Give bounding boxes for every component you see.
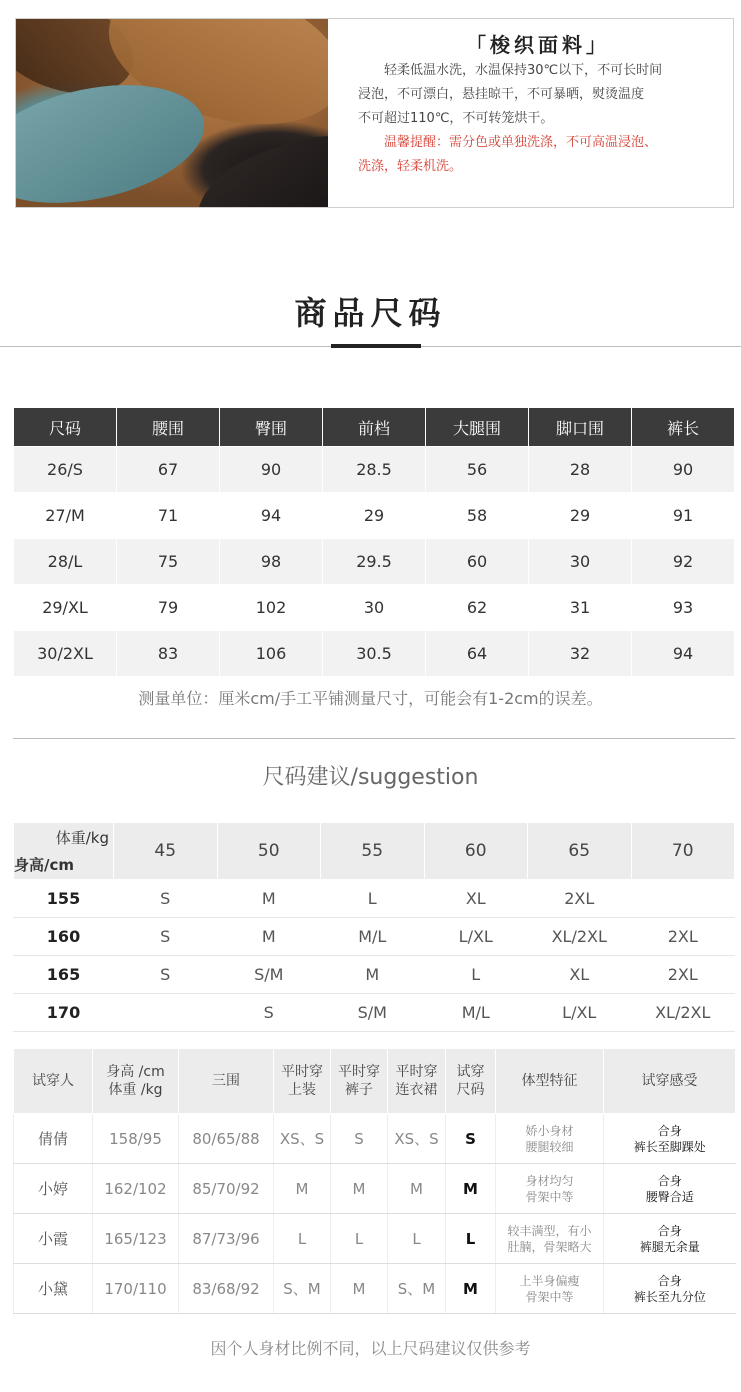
height-weight: 165/123: [93, 1214, 179, 1264]
trial-size: M: [446, 1164, 496, 1214]
size-header-cell: 裤长: [632, 408, 735, 447]
fit-feedback: 合身 腰臀合适: [604, 1164, 736, 1214]
table-row: [14, 918, 735, 956]
usual-dress-size: XS、S: [388, 1114, 446, 1164]
table-cell: 29: [323, 493, 426, 539]
table-row: [14, 956, 735, 994]
usual-top-size: XS、S: [274, 1114, 331, 1164]
corner-cell: [14, 823, 114, 880]
table-cell: 31: [529, 585, 632, 631]
table-cell: 29: [529, 493, 632, 539]
weight-axis-label: 体重/kg: [55, 829, 109, 847]
table-cell: 67: [117, 447, 220, 493]
table-cell: 27/M: [14, 493, 117, 539]
body-type: 身材均匀 骨架中等: [496, 1164, 604, 1214]
try-on-header: [14, 1049, 736, 1114]
model-name: 倩倩: [14, 1114, 93, 1164]
weight-cell: 45: [114, 823, 218, 880]
table-row: [14, 1214, 736, 1264]
table-cell: 98: [220, 539, 323, 585]
table-row: [14, 539, 735, 585]
measurements: 85/70/92: [179, 1164, 274, 1214]
header-cell: 身高 /cm 体重 /kg: [93, 1049, 179, 1114]
section-title: 商品尺码: [294, 294, 447, 332]
size-cell: S/M: [321, 994, 425, 1032]
fabric-photo: [16, 19, 328, 207]
trial-size: S: [446, 1114, 496, 1164]
table-cell: 64: [426, 631, 529, 677]
size-cell: M/L: [321, 918, 425, 956]
size-cell: [114, 994, 218, 1032]
table-cell: 106: [220, 631, 323, 677]
size-cell: XL/2XL: [528, 918, 632, 956]
size-cell: S: [114, 880, 218, 918]
trial-size: L: [446, 1214, 496, 1264]
table-cell: 90: [220, 447, 323, 493]
header-cell: 试穿 尺码: [446, 1049, 496, 1114]
table-cell: 30: [323, 585, 426, 631]
table-cell: 94: [632, 631, 735, 677]
table-row: [14, 585, 735, 631]
weight-header-row: [14, 823, 735, 880]
weight-cell: 70: [631, 823, 735, 880]
size-cell: S: [114, 918, 218, 956]
table-row: [14, 447, 735, 493]
table-cell: 75: [117, 539, 220, 585]
usual-pants-size: M: [331, 1164, 388, 1214]
fit-feedback: 合身 裤长至九分位: [604, 1264, 736, 1314]
size-header-cell: 前档: [323, 408, 426, 447]
fabric-title: 「梭织面料」: [466, 33, 610, 57]
size-table: [13, 407, 735, 677]
table-cell: 79: [117, 585, 220, 631]
fabric-warning: 温馨提醒：需分色或单独洗涤，不可高温浸泡、 洗涤，轻柔机洗。: [358, 135, 658, 174]
height-cell: 160: [14, 918, 114, 956]
size-cell: S: [217, 994, 321, 1032]
table-cell: 83: [117, 631, 220, 677]
size-cell: M: [321, 956, 425, 994]
table-cell: 94: [220, 493, 323, 539]
table-cell: 29.5: [323, 539, 426, 585]
size-cell: 2XL: [528, 880, 632, 918]
usual-pants-size: M: [331, 1264, 388, 1314]
size-cell: XL: [424, 880, 528, 918]
fabric-description: 轻柔低温水洗，水温保持30℃以下，不可长时间 浸泡，不可漂白，悬挂晾干，不可暴晒，熨烫温度 不可超过110℃，不可转笼烘干。: [358, 63, 663, 126]
table-row: [14, 1264, 736, 1314]
table-cell: 56: [426, 447, 529, 493]
table-cell: 28/L: [14, 539, 117, 585]
size-header-cell: 大腿围: [426, 408, 529, 447]
usual-dress-size: S、M: [388, 1264, 446, 1314]
table-cell: 60: [426, 539, 529, 585]
table-row: [14, 994, 735, 1032]
weight-cell: 65: [528, 823, 632, 880]
size-cell: L/XL: [528, 994, 632, 1032]
fabric-care-panel: [15, 18, 734, 208]
height-axis-label: 身高/cm: [14, 856, 75, 874]
size-header-cell: 脚口围: [529, 408, 632, 447]
size-cell: L: [321, 880, 425, 918]
header-cell: 三围: [179, 1049, 274, 1114]
model-name: 小黛: [14, 1264, 93, 1314]
size-cell: M: [217, 918, 321, 956]
footer-note: 因个人身材比例不同，以上尺码建议仅供参考: [210, 1339, 531, 1358]
model-name: 小婷: [14, 1164, 93, 1214]
height-cell: 170: [14, 994, 114, 1032]
height-weight: 162/102: [93, 1164, 179, 1214]
table-row: [14, 1164, 736, 1214]
table-cell: 58: [426, 493, 529, 539]
measurements: 87/73/96: [179, 1214, 274, 1264]
size-cell: M: [217, 880, 321, 918]
weight-cell: 60: [424, 823, 528, 880]
size-cell: XL/2XL: [631, 994, 735, 1032]
header-cell: 平时穿 裤子: [331, 1049, 388, 1114]
size-cell: S/M: [217, 956, 321, 994]
table-cell: 90: [632, 447, 735, 493]
height-cell: 155: [14, 880, 114, 918]
usual-pants-size: L: [331, 1214, 388, 1264]
header-cell: 试穿感受: [604, 1049, 736, 1114]
table-cell: 30.5: [323, 631, 426, 677]
table-cell: 62: [426, 585, 529, 631]
fit-feedback: 合身 裤腿无余量: [604, 1214, 736, 1264]
table-cell: 30/2XL: [14, 631, 117, 677]
header-cell: 试穿人: [14, 1049, 93, 1114]
header-cell: 平时穿 上装: [274, 1049, 331, 1114]
size-cell: L/XL: [424, 918, 528, 956]
usual-dress-size: L: [388, 1214, 446, 1264]
table-cell: 29/XL: [14, 585, 117, 631]
table-cell: 28: [529, 447, 632, 493]
title-accent-bar: [331, 344, 421, 348]
size-recommendation-table: [13, 822, 735, 1032]
size-cell: [631, 880, 735, 918]
table-cell: 92: [632, 539, 735, 585]
table-row: [14, 880, 735, 918]
weight-cell: 55: [321, 823, 425, 880]
suggestion-title: 尺码建议/suggestion: [262, 765, 479, 790]
table-cell: 102: [220, 585, 323, 631]
divider: [13, 738, 735, 739]
usual-top-size: M: [274, 1164, 331, 1214]
usual-pants-size: S: [331, 1114, 388, 1164]
trial-size: M: [446, 1264, 496, 1314]
model-name: 小霞: [14, 1214, 93, 1264]
height-cell: 165: [14, 956, 114, 994]
fabric-care-text: [358, 33, 718, 179]
table-cell: 28.5: [323, 447, 426, 493]
fit-feedback: 合身 裤长至脚踝处: [604, 1114, 736, 1164]
table-cell: 93: [632, 585, 735, 631]
size-header-cell: 臀围: [220, 408, 323, 447]
usual-top-size: S、M: [274, 1264, 331, 1314]
size-cell: 2XL: [631, 918, 735, 956]
table-cell: 91: [632, 493, 735, 539]
header-cell: 体型特征: [496, 1049, 604, 1114]
table-cell: 32: [529, 631, 632, 677]
usual-top-size: L: [274, 1214, 331, 1264]
size-header-cell: 尺码: [14, 408, 117, 447]
size-cell: M/L: [424, 994, 528, 1032]
try-on-table: [13, 1048, 736, 1314]
measurements: 83/68/92: [179, 1264, 274, 1314]
table-cell: 26/S: [14, 447, 117, 493]
measure-note: 测量单位：厘米cm/手工平铺测量尺寸，可能会有1-2cm的误差。: [138, 689, 603, 708]
body-type: 较丰满型，有小 肚腩，骨架略大: [496, 1214, 604, 1264]
size-cell: L: [424, 956, 528, 994]
usual-dress-size: M: [388, 1164, 446, 1214]
size-header-cell: 腰围: [117, 408, 220, 447]
size-table-header: [14, 408, 735, 447]
measurements: 80/65/88: [179, 1114, 274, 1164]
table-row: [14, 493, 735, 539]
size-cell: S: [114, 956, 218, 994]
height-weight: 158/95: [93, 1114, 179, 1164]
table-cell: 71: [117, 493, 220, 539]
size-cell: 2XL: [631, 956, 735, 994]
header-cell: 平时穿 连衣裙: [388, 1049, 446, 1114]
table-cell: 30: [529, 539, 632, 585]
body-type: 娇小身材 腰腿较细: [496, 1114, 604, 1164]
table-row: [14, 631, 735, 677]
height-weight: 170/110: [93, 1264, 179, 1314]
weight-cell: 50: [217, 823, 321, 880]
size-cell: XL: [528, 956, 632, 994]
table-row: [14, 1114, 736, 1164]
body-type: 上半身偏瘦 骨架中等: [496, 1264, 604, 1314]
